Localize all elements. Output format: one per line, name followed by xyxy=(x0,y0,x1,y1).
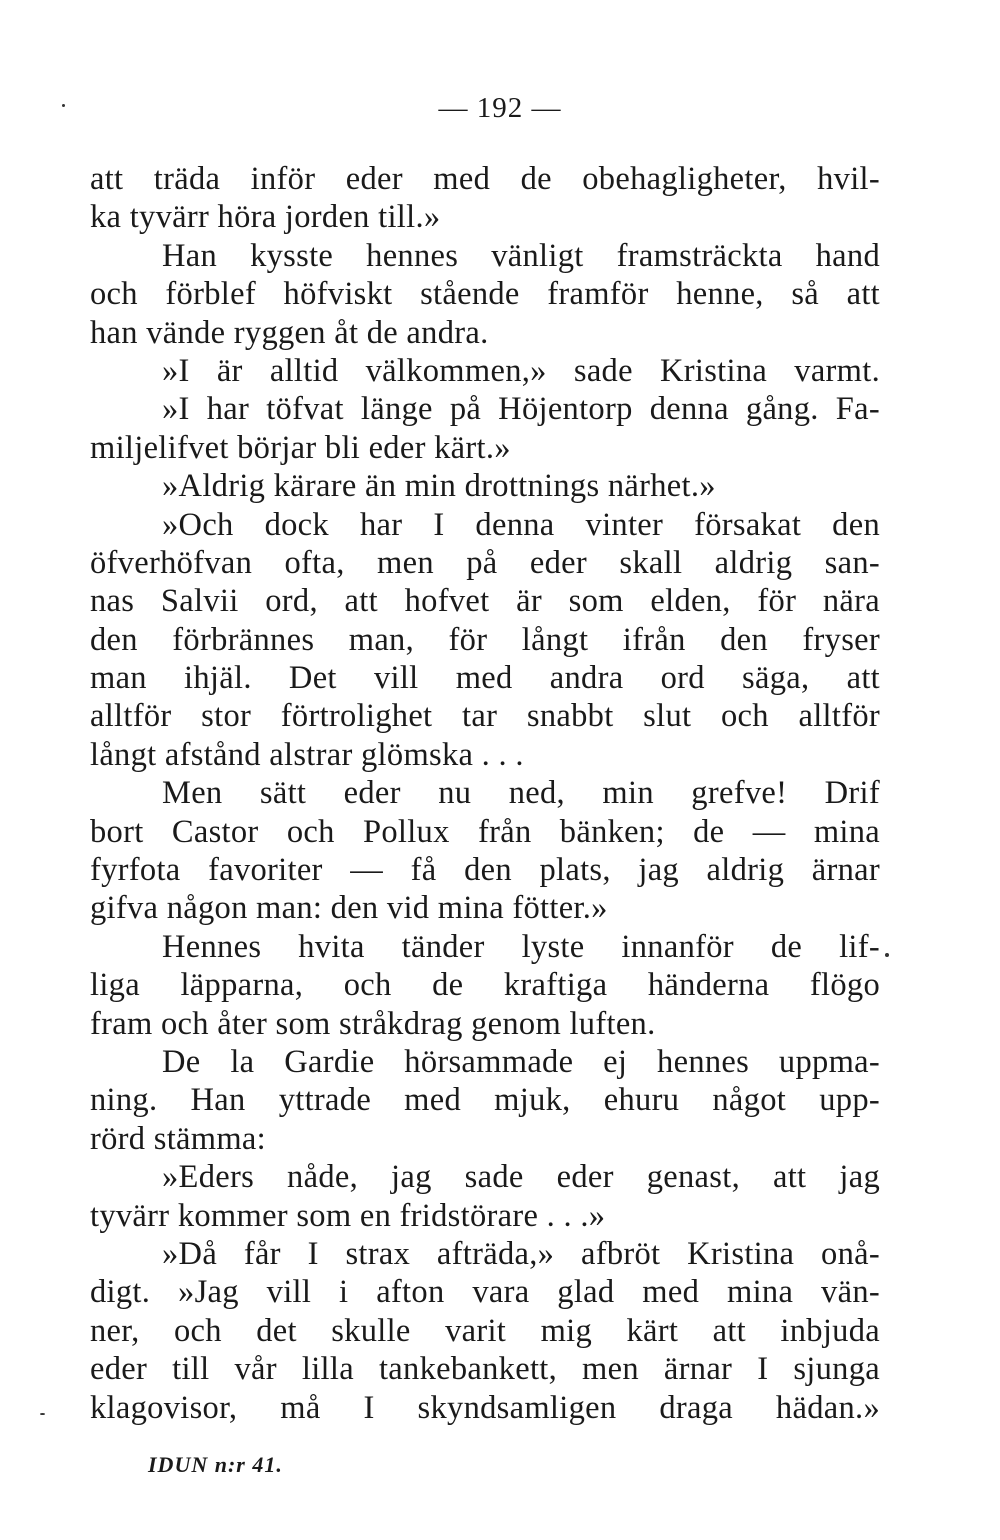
print-speck xyxy=(885,953,889,957)
text-line: »Då får I strax afträda,» afbröt Kristina onå- xyxy=(162,1235,880,1272)
text-line: man ihjäl. Det vill med andra ord säga, att xyxy=(90,660,880,697)
text-line: långt afstånd alstrar glömska . . . xyxy=(90,736,524,773)
text-line: eder till vår lilla tankebankett, men ärnar I sjunga xyxy=(90,1351,880,1388)
text-line: Hennes hvita tänder lyste innanför de lif- xyxy=(162,928,880,965)
text-line: »Eders nåde, jag sade eder genast, att jag xyxy=(162,1159,880,1196)
text-line: bort Castor och Pollux från bänken; de — mina xyxy=(90,813,880,850)
print-speck xyxy=(62,104,65,107)
text-line: rörd stämma: xyxy=(90,1120,266,1157)
text-line: fram och åter som stråkdrag genom luften. xyxy=(90,1005,656,1042)
text-line: den förbrännes man, för långt ifrån den fryser xyxy=(90,621,880,658)
text-line: ning. Han yttrade med mjuk, ehuru något upp- xyxy=(90,1082,880,1119)
text-line: Han kysste hennes vänligt framsträckta hand xyxy=(162,237,880,274)
text-line: miljelifvet börjar bli eder kärt.» xyxy=(90,429,511,466)
text-line: liga läpparna, och de kraftiga händerna flögo xyxy=(90,967,880,1004)
text-line: digt. »Jag vill i afton vara glad med mina vän- xyxy=(90,1274,880,1311)
text-line: fyrfota favoriter — få den plats, jag aldrig ärnar xyxy=(90,852,880,889)
text-line: öfverhöfvan ofta, men på eder skall aldrig san- xyxy=(90,544,880,581)
text-line: att träda inför eder med de obehagligheter, hvil- xyxy=(90,161,880,197)
text-line: »I är alltid välkommen,» sade Kristina varmt. xyxy=(162,352,880,389)
text-line: »I har töfvat länge på Höjentorp denna gång. Fa- xyxy=(162,391,880,428)
body-text xyxy=(90,160,880,1427)
text-line: och förblef höfviskt stående framför henne, så att xyxy=(90,276,880,313)
print-speck xyxy=(40,1413,45,1415)
text-line: »Och dock har I denna vinter försakat den xyxy=(162,506,880,543)
text-line: Men sätt eder nu ned, min grefve! Drif xyxy=(162,775,880,812)
text-line: nas Salvii ord, att hofvet är som elden, för nära xyxy=(90,583,880,620)
text-line: gifva någon man: den vid mina fötter.» xyxy=(90,890,608,927)
text-line: ner, och det skulle varit mig kärt att inbjuda xyxy=(90,1312,880,1349)
page-number: — 192 — xyxy=(438,92,562,124)
text-line: klagovisor, må I skyndsamligen draga hädan.» xyxy=(90,1389,880,1426)
text-line: alltför stor förtrolighet tar snabbt slut och alltför xyxy=(90,698,880,735)
signature-footer: IDUN n:r 41. xyxy=(148,1452,283,1477)
text-line: »Aldrig kärare än min drottnings närhet.» xyxy=(162,468,716,505)
text-line: De la Gardie hörsammade ej hennes uppma- xyxy=(162,1043,880,1080)
text-line: tyvärr kommer som en fridstörare . . .» xyxy=(90,1197,606,1234)
text-line: han vände ryggen åt de andra. xyxy=(90,314,489,351)
text-line: ka tyvärr höra jorden till.» xyxy=(90,199,441,236)
